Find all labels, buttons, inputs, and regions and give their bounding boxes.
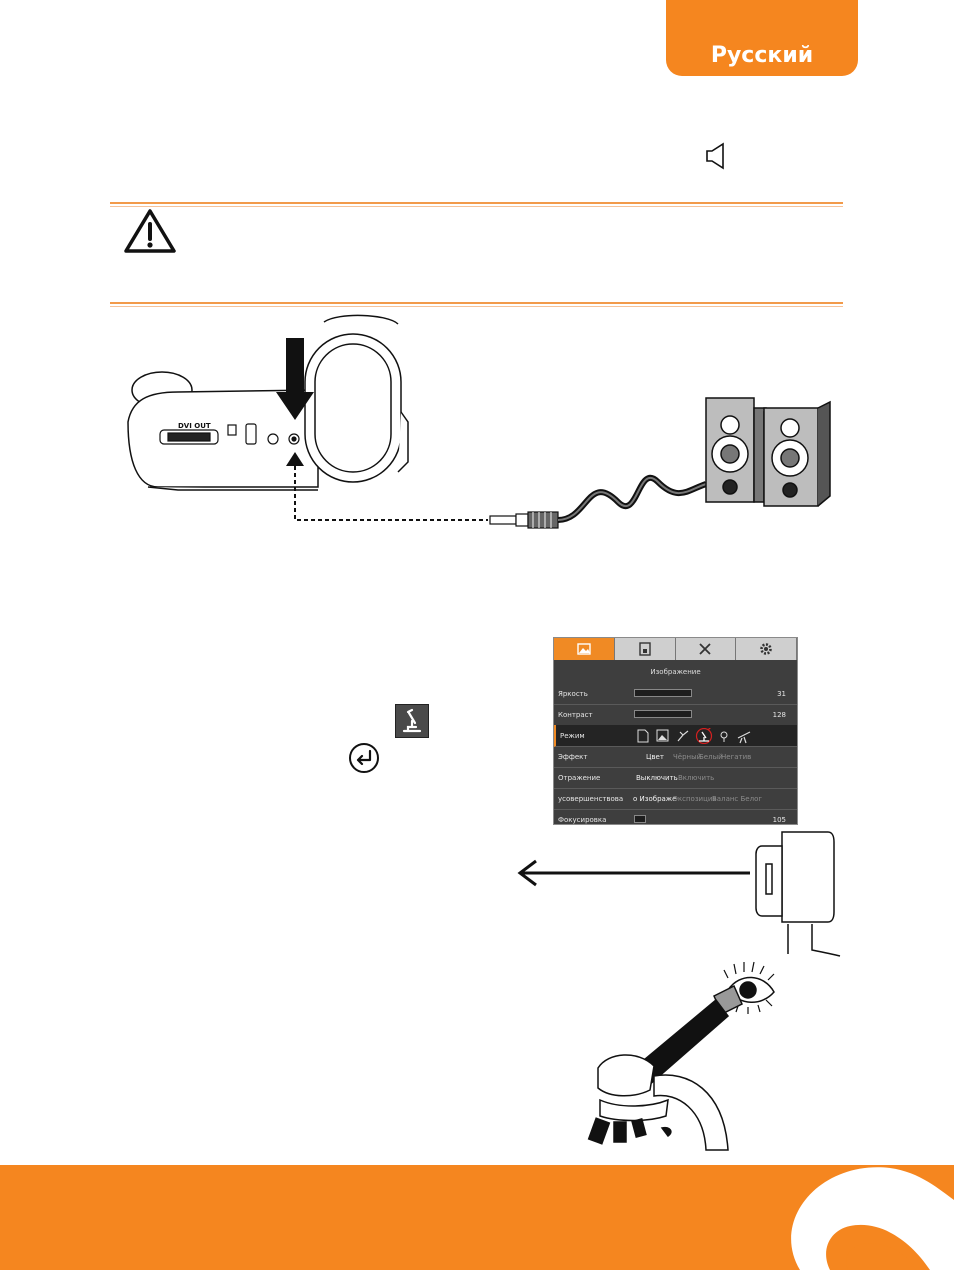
focus-value: 105 — [772, 816, 786, 824]
camera-head-illustration — [752, 828, 842, 958]
effect-option-color[interactable]: Цвет — [646, 753, 664, 761]
mirror-row[interactable] — [554, 767, 797, 789]
focus-label: Фокусировка — [558, 816, 607, 824]
mode-label: Режим — [560, 732, 585, 740]
brightness-row[interactable] — [554, 683, 797, 705]
advanced-label: усовершенствова — [558, 795, 624, 803]
advanced-option-image[interactable]: о Изображе — [633, 795, 677, 803]
document-mode-icon[interactable] — [638, 730, 648, 742]
brightness-slider[interactable] — [634, 689, 692, 697]
contrast-slider[interactable] — [634, 710, 692, 718]
effect-option-negative[interactable]: Негатив — [721, 753, 752, 761]
effect-row[interactable] — [554, 746, 797, 768]
mirror-option-on[interactable]: Включить — [678, 774, 715, 782]
focus-slider[interactable] — [634, 815, 646, 823]
warning-icon — [122, 207, 178, 255]
warning-top-rule — [110, 202, 843, 205]
mode-row[interactable] — [554, 725, 798, 747]
tools-tab-icon[interactable] — [676, 638, 737, 660]
focus-row[interactable] — [554, 809, 797, 825]
effect-label: Эффект — [558, 753, 588, 761]
telescope-mode-icon[interactable] — [738, 732, 750, 743]
storage-tab-icon[interactable] — [615, 638, 676, 660]
microscope-mode-icon[interactable] — [697, 728, 714, 744]
osd-menu — [553, 637, 798, 825]
picture-mode-icon[interactable] — [657, 730, 668, 741]
audio-connection-illustration — [118, 312, 838, 542]
advanced-option-white-balance[interactable]: Баланс Белог — [712, 795, 763, 803]
language-tab — [666, 0, 858, 76]
enter-icon — [348, 742, 380, 774]
microscope-mode-icon — [395, 704, 429, 738]
advanced-row[interactable] — [554, 788, 797, 810]
contrast-row[interactable] — [554, 704, 797, 726]
svg-text:DVI OUT: DVI OUT — [178, 422, 211, 430]
macro-mode-icon[interactable] — [721, 732, 727, 742]
microscope-illustration — [578, 960, 793, 1152]
settings-tab-icon[interactable] — [736, 638, 797, 660]
osd-title: Изображение — [650, 668, 701, 676]
brightness-value: 31 — [777, 690, 786, 698]
language-tab-label: Русский — [710, 43, 814, 68]
osd-tabs — [554, 638, 797, 660]
left-arrow-icon — [514, 856, 754, 890]
image-tab-icon[interactable] — [554, 638, 615, 660]
brightness-label: Яркость — [558, 690, 588, 698]
mirror-option-off[interactable]: Выключить — [636, 774, 678, 782]
warning-bottom-rule — [110, 302, 843, 305]
mirror-label: Отражение — [558, 774, 601, 782]
effect-option-white[interactable]: Белый — [699, 753, 723, 761]
advanced-option-exposure[interactable]: Экспозиция — [673, 795, 717, 803]
effect-option-bw[interactable]: Чёрный — [673, 753, 702, 761]
contrast-value: 128 — [772, 711, 786, 719]
brand-swirl-icon — [760, 1160, 954, 1270]
contrast-label: Контраст — [558, 711, 593, 719]
motion-mode-icon[interactable] — [678, 731, 688, 741]
speaker-icon — [705, 142, 727, 170]
